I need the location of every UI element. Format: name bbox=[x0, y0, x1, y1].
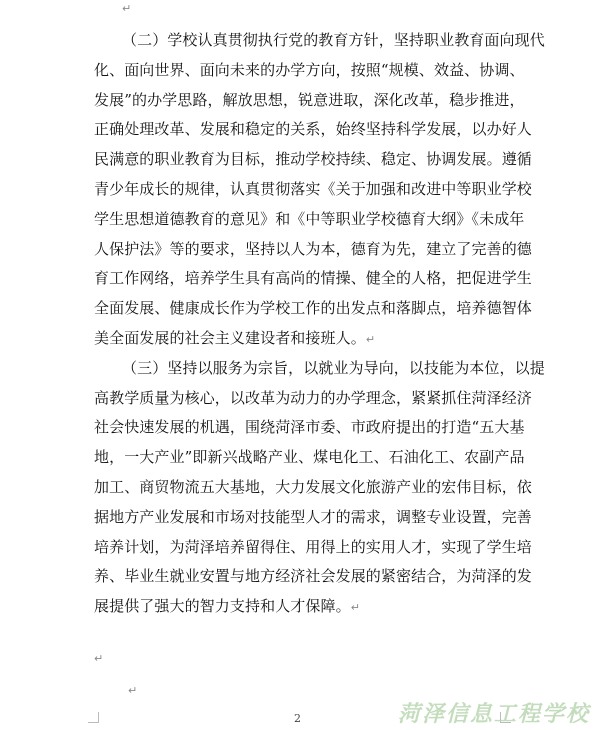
page-number: 2 bbox=[294, 712, 301, 725]
text-line-content: 展提供了强大的智力支持和人才保障。 bbox=[94, 597, 351, 616]
text-line: 培养计划，为菏泽培养留得住、用得上的实用人才，实现了学生培 bbox=[94, 537, 532, 556]
body-text bbox=[94, 26, 545, 622]
text-line: 加工、商贸物流五大基地，大力发展文化旅游产业的宏伟目标，依 bbox=[94, 477, 532, 496]
text-line-content: 美全面发展的社会主义建设者和接班人。 bbox=[94, 328, 366, 347]
text-line: 地，一大产业”即新兴战略产业、煤电化工、石油化工、农副产品 bbox=[94, 448, 525, 467]
text-line bbox=[94, 324, 514, 354]
paragraph-mark: ↵ bbox=[350, 601, 361, 615]
paragraph-2 bbox=[94, 354, 545, 622]
text-line bbox=[94, 592, 514, 622]
text-line: 高教学质量为核心，以改革为动力的办学理念，紧紧抓住菏泽经济 bbox=[94, 388, 532, 407]
text-line: 全面发展、健康成长作为学校工作的出发点和落脚点，培养德智体 bbox=[94, 299, 532, 318]
empty-paragraph-mark: ↵ bbox=[128, 684, 138, 697]
top-paragraph-mark: ↵ bbox=[122, 2, 132, 15]
text-line: 社会快速发展的机遇，围绕菏泽市委、市政府提出的打造“五大基 bbox=[94, 418, 525, 437]
empty-paragraph-mark: ↵ bbox=[94, 652, 104, 665]
text-line: 育工作网络，培养学生具有高尚的情操、健全的人格，把促进学生 bbox=[94, 269, 532, 288]
margin-corner-mark bbox=[88, 712, 99, 723]
text-line: 民满意的职业教育为目标，推动学校持续、稳定、协调发展。遵循 bbox=[94, 150, 532, 169]
text-line: 正确处理改革、发展和稳定的关系，始终坚持科学发展，以办好人 bbox=[94, 120, 532, 139]
text-line: 养、毕业生就业安置与地方经济社会发展的紧密结合，为菏泽的发 bbox=[94, 567, 532, 586]
paragraph-mark: ↵ bbox=[365, 332, 376, 346]
text-line: 化、面向世界、面向未来的办学方向，按照“规模、效益、协调、 bbox=[94, 60, 525, 79]
text-line: （三）坚持以服务为宗旨，以就业为导向，以技能为本位，以提 bbox=[122, 358, 545, 377]
text-line: 青少年成长的规律，认真贯彻落实《关于加强和改进中等职业学校 bbox=[94, 179, 532, 198]
paragraph-1 bbox=[94, 26, 545, 354]
text-line: 人保护法》等的要求，坚持以人为本，德育为先，建立了完善的德 bbox=[94, 239, 532, 258]
text-line: （二）学校认真贯彻执行党的教育方针，坚持职业教育面向现代 bbox=[122, 31, 545, 49]
text-line: 发展”的办学思路，解放思想，锐意进取，深化改革，稳步推进， bbox=[94, 90, 525, 109]
text-line: 学生思想道德教育的意见》和《中等职业学校德育大纲》《未成年 bbox=[94, 209, 525, 228]
text-line: 据地方产业发展和市场对技能型人才的需求，调整专业设置，完善 bbox=[94, 507, 532, 526]
school-watermark: 菏泽信息工程学校 bbox=[397, 701, 590, 727]
